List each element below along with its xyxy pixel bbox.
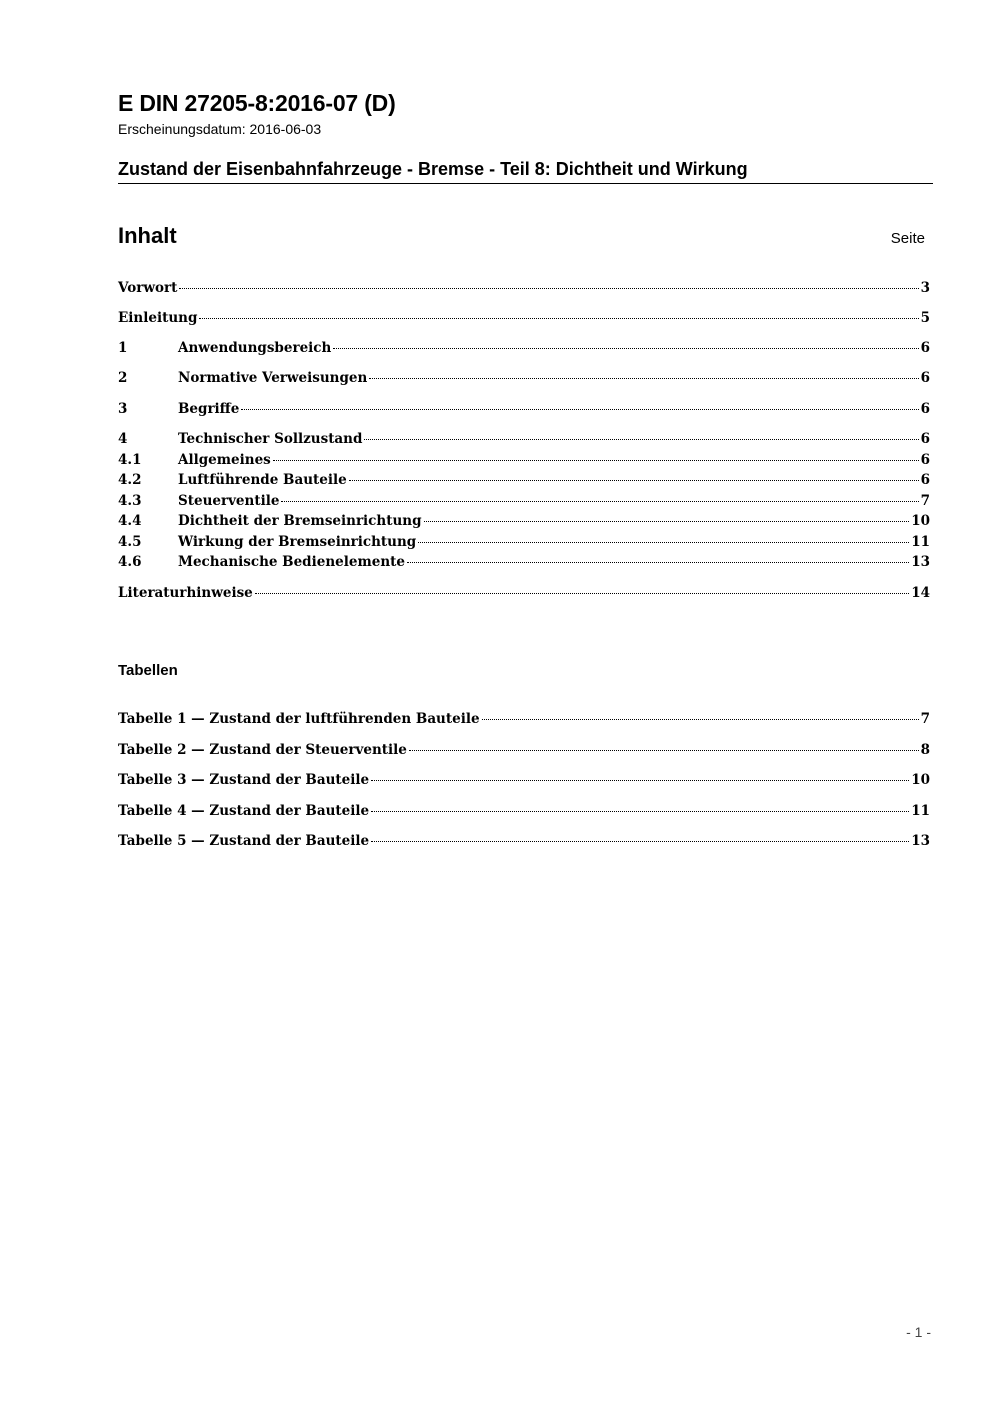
page-column-label: Seite: [890, 230, 925, 247]
toc-entry[interactable]: [118, 534, 930, 554]
document-title: Zustand der Eisenbahnfahrzeuge - Bremse - Teil 8: Dichtheit und Wirkung: [118, 159, 748, 179]
table-entry-page: 13: [911, 833, 930, 849]
table-entry[interactable]: [118, 772, 930, 792]
toc-heading: Inhalt: [118, 223, 177, 248]
dot-leader: [349, 479, 919, 481]
table-entry[interactable]: [118, 711, 930, 731]
table-entry-text: Tabelle 1 — Zustand der luftführenden Bauteile: [118, 711, 480, 727]
toc-entry-number: 4.5: [118, 534, 142, 550]
toc-entry-page: 6: [920, 431, 930, 447]
toc-entry-text: Wirkung der Bremseinrichtung: [178, 534, 417, 550]
dot-leader: [407, 561, 909, 563]
page-number: - 1 -: [906, 1324, 931, 1340]
table-entry-text: Tabelle 3 — Zustand der Bauteile: [118, 772, 370, 788]
table-entry-text: Tabelle 5 — Zustand der Bauteile: [118, 833, 370, 849]
publication-date: Erscheinungsdatum: 2016-06-03: [118, 121, 322, 137]
toc-entry[interactable]: [118, 310, 930, 330]
toc-entry-text: Luftführende Bauteile: [178, 472, 347, 488]
toc-entry[interactable]: [118, 554, 930, 574]
toc-entry-number: 4.3: [118, 493, 142, 509]
toc-entry-text: Mechanische Bedienelemente: [178, 554, 405, 570]
document-id: E DIN 27205-8:2016-07 (D): [118, 90, 396, 116]
dot-leader: [255, 592, 909, 594]
toc-entry-number: 4.2: [118, 472, 142, 488]
toc-entry-page: 11: [911, 534, 930, 550]
toc-entry-number: 4.4: [118, 513, 142, 529]
toc-entry-page: 6: [920, 472, 930, 488]
dot-leader: [281, 500, 918, 502]
dot-leader: [273, 459, 919, 461]
dot-leader: [179, 287, 918, 289]
toc-entry[interactable]: [118, 340, 930, 360]
toc-entry-text: Literaturhinweise: [118, 585, 253, 601]
toc-entry-number: 1: [118, 340, 128, 356]
toc-entry-text: Technischer Sollzustand: [178, 431, 363, 447]
toc-entry-number: 4.1: [118, 452, 142, 468]
toc-entry-text: Vorwort: [118, 280, 178, 296]
toc-entry[interactable]: [118, 280, 930, 300]
title-rule: [118, 183, 933, 184]
toc-entry-page: 6: [920, 340, 930, 356]
toc-entry-text: Einleitung: [118, 310, 198, 326]
toc-entry-text: Normative Verweisungen: [178, 370, 368, 386]
table-entry-page: 11: [911, 803, 930, 819]
toc-entry-text: Allgemeines: [178, 452, 271, 468]
dot-leader: [371, 779, 909, 781]
dot-leader: [333, 347, 918, 349]
dot-leader: [418, 541, 909, 543]
toc-entry[interactable]: [118, 513, 930, 533]
table-entry-text: Tabelle 2 — Zustand der Steuerventile: [118, 742, 407, 758]
toc-entry-text: Anwendungsbereich: [178, 340, 332, 356]
toc-entry-page: 6: [920, 452, 930, 468]
table-entry-page: 7: [920, 711, 930, 727]
toc-entry[interactable]: [118, 585, 930, 605]
tables-heading: Tabellen: [118, 662, 178, 679]
toc-entry[interactable]: [118, 401, 930, 421]
dot-leader: [482, 718, 919, 720]
toc-entry-number: 4.6: [118, 554, 142, 570]
toc-entry-number: 2: [118, 370, 128, 386]
toc-entry-text: Steuerventile: [178, 493, 280, 509]
toc-entry[interactable]: [118, 493, 930, 513]
table-entry[interactable]: [118, 833, 930, 853]
toc-entry-text: Dichtheit der Bremseinrichtung: [178, 513, 422, 529]
toc-entry[interactable]: [118, 431, 930, 451]
dot-leader: [369, 377, 918, 379]
toc-entry-text: Begriffe: [178, 401, 240, 417]
toc-entry-page: 6: [920, 370, 930, 386]
dot-leader: [371, 810, 909, 812]
dot-leader: [424, 520, 910, 522]
table-entry-page: 8: [920, 742, 930, 758]
toc-entry-page: 14: [911, 585, 930, 601]
toc-entry[interactable]: [118, 472, 930, 492]
table-entry-text: Tabelle 4 — Zustand der Bauteile: [118, 803, 370, 819]
dot-leader: [371, 840, 909, 842]
toc-entry-page: 13: [911, 554, 930, 570]
toc-entry-page: 7: [920, 493, 930, 509]
toc-entry-number: 4: [118, 431, 128, 447]
toc-entry-number: 3: [118, 401, 128, 417]
dot-leader: [199, 317, 918, 319]
table-entry-page: 10: [911, 772, 930, 788]
toc-entry-page: 6: [920, 401, 930, 417]
dot-leader: [409, 749, 919, 751]
toc-entry[interactable]: [118, 370, 930, 390]
toc-entry[interactable]: [118, 452, 930, 472]
dot-leader: [241, 408, 918, 410]
dot-leader: [364, 438, 918, 440]
toc-entry-page: 5: [920, 310, 930, 326]
table-entry[interactable]: [118, 742, 930, 762]
toc-entry-page: 3: [920, 280, 930, 296]
toc-entry-page: 10: [911, 513, 930, 529]
table-entry[interactable]: [118, 803, 930, 823]
